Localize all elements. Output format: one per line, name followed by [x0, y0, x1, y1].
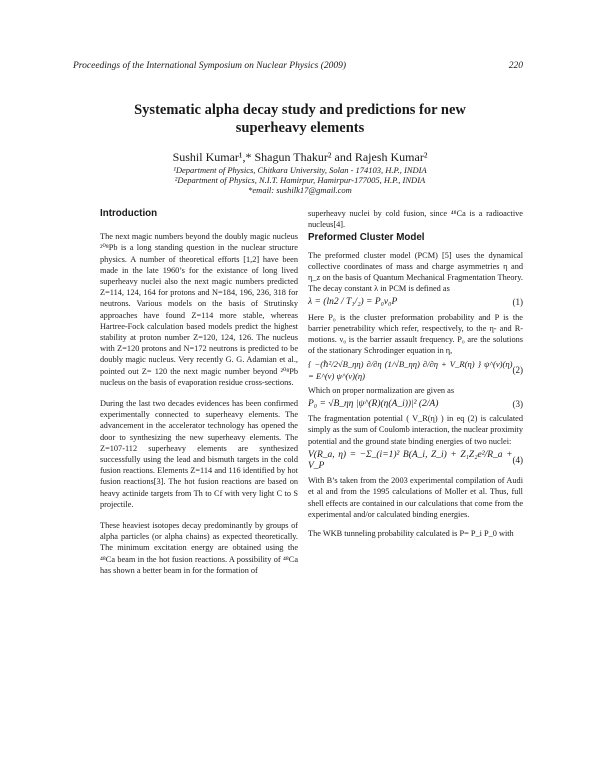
pcm-paragraph-4: The fragmentation potential ( V_R(η) ) in eq (2) is calculated simply as the sum of Coulomb interaction, the nuclear proximity potential and the ground state binding energies of two nuclei: — [308, 414, 523, 446]
right-column — [308, 208, 523, 549]
pcm-paragraph-6: The WKB tunneling probability calculated is P= P_i P_0 with — [308, 529, 514, 539]
author-list: Sushil Kumar¹,* Shagun Thakur² and Rajesh Kumar² — [172, 150, 428, 164]
affiliation-2: ²Department of Physics, N.I.T. Hamirpur, Hamirpur-177005, H.P., INDIA — [174, 175, 426, 185]
affiliation-1: ¹Department of Physics, Chitkara University, Solan - 174103, H.P., INDIA — [173, 165, 427, 175]
pcm-paragraph-1: The preformed cluster model (PCM) [5] uses the dynamical collective coordinates of mass and charge asymmetries η and η_z on the basis of Quantum Mechanical Fragmentation Theory. The decay constant λ in PCM is defined as — [308, 250, 523, 294]
equation-3-number: (3) — [512, 399, 523, 410]
equation-4 — [308, 450, 523, 472]
author-email: *email: sushilk17@gmail.com — [248, 185, 352, 195]
equation-2 — [308, 359, 523, 381]
equation-2-body: { −(ℏ²/2√B_ηη) ∂/∂η (1/√B_ηη) ∂/∂η + V_R(η) } ψ^(ν)(η) = E^(ν) ψ^(ν)(η) — [308, 359, 513, 381]
section-heading-introduction: Introduction — [100, 208, 158, 219]
running-header — [73, 61, 523, 71]
left-column — [100, 208, 298, 586]
intro-paragraph-2: During the last two decades evidences has been confirmed experimentally connected to superheavy elements. The advancement in the accelerator technology has opened the door to synthesizing the new superheavy elements. The Z=107-112 superheavy elements are synthesized successfully using the lead and bismuth targets in the cold fusion reactions. Elements Z=114 and 116 identified by hot fusion reactions[3]. The hot fusion reactions are based on heavy actinide targets from Th to Cf with very light C to S projectile. — [100, 399, 298, 509]
equation-1-body: λ = (ln2 / T₁/₂) = P₀ν₀P — [308, 297, 398, 308]
continuation-paragraph: superheavy nuclei by cold fusion, since ⁴⁸Ca is a radioactive nucleus[4]. — [308, 209, 523, 230]
pcm-paragraph-3: Which on proper normalization are given as — [308, 385, 455, 395]
equation-2-number: (2) — [512, 365, 523, 376]
title-line-2: superheavy elements — [235, 120, 365, 136]
intro-paragraph-3: These heaviest isotopes decay predominantly by groups of alpha particles (or alpha chains) as expected theoretically. The minimum excitation energy are obtained using the ⁴⁸Ca beam in the hot fusion reactions. A possibility of ⁴⁸Ca has shown a better beam in for the formation of — [100, 521, 298, 575]
equation-4-number: (4) — [512, 455, 523, 466]
equation-3-body: P₀ = √B_ηη |ψ^(R)(η(A_i))|² (2/A) — [308, 399, 439, 410]
equation-1 — [308, 297, 523, 308]
equation-1-number: (1) — [512, 297, 523, 308]
pcm-paragraph-2: Here P₀ is the cluster preformation probability and P is the barrier penetrability which refer, respectively, to the η- and R- motions. ν₀ is the barrier assault frequency. P₀ are the solutions of the stationary Schrodinger equation in η, — [308, 312, 523, 356]
equation-3 — [308, 399, 523, 410]
intro-paragraph-1: The next magic numbers beyond the doubly magic nucleus ²⁰⁸Pb is a long standing question in the nuclear structure physics. A number of theoretical efforts [1,2] have been made in the late 1960’s for the existance of long lived superheavy nuclei also the next magic numbers predicted Z=114, 124, 164 for protons and N=184, 196, 236, 318 for neutrons. Various models on the basis of Strutinsky approaches have found Z=114 more stable, whereas Hartree-Fock calculation based models predict the highest stability at proton number Z=120, 124, 126. The nucleus with Z=120 protons and N=172 neutrons is predicted to be doubly magic nucleus. Very recently G. G. Adamian et al., pointed out Z= 120 the next magic number beyond ²⁰⁸Pb nucleus on the basis of evaporation residue cross-sections. — [100, 232, 298, 387]
journal-name: Proceedings of the International Symposium on Nuclear Physics (2009) — [73, 61, 346, 71]
title-line-1: Systematic alpha decay study and predictions for new — [134, 102, 466, 118]
equation-4-body: V(R_a, η) = −Σ_(i=1)² B(A_i, Z_i) + Z₁Z₂e²/R_a + V_P — [308, 449, 513, 472]
pcm-paragraph-5: With B’s taken from the 2003 experimental compilation of Audi et al and from the 1995 calculations of Moller et al. Thus, full shell effects are contained in our calculations that come from the experimental and/or calculated binding energies. — [308, 476, 523, 519]
section-heading-pcm: Preformed Cluster Model — [308, 232, 425, 244]
page-number: 220 — [508, 61, 523, 71]
paper-title — [80, 101, 520, 137]
